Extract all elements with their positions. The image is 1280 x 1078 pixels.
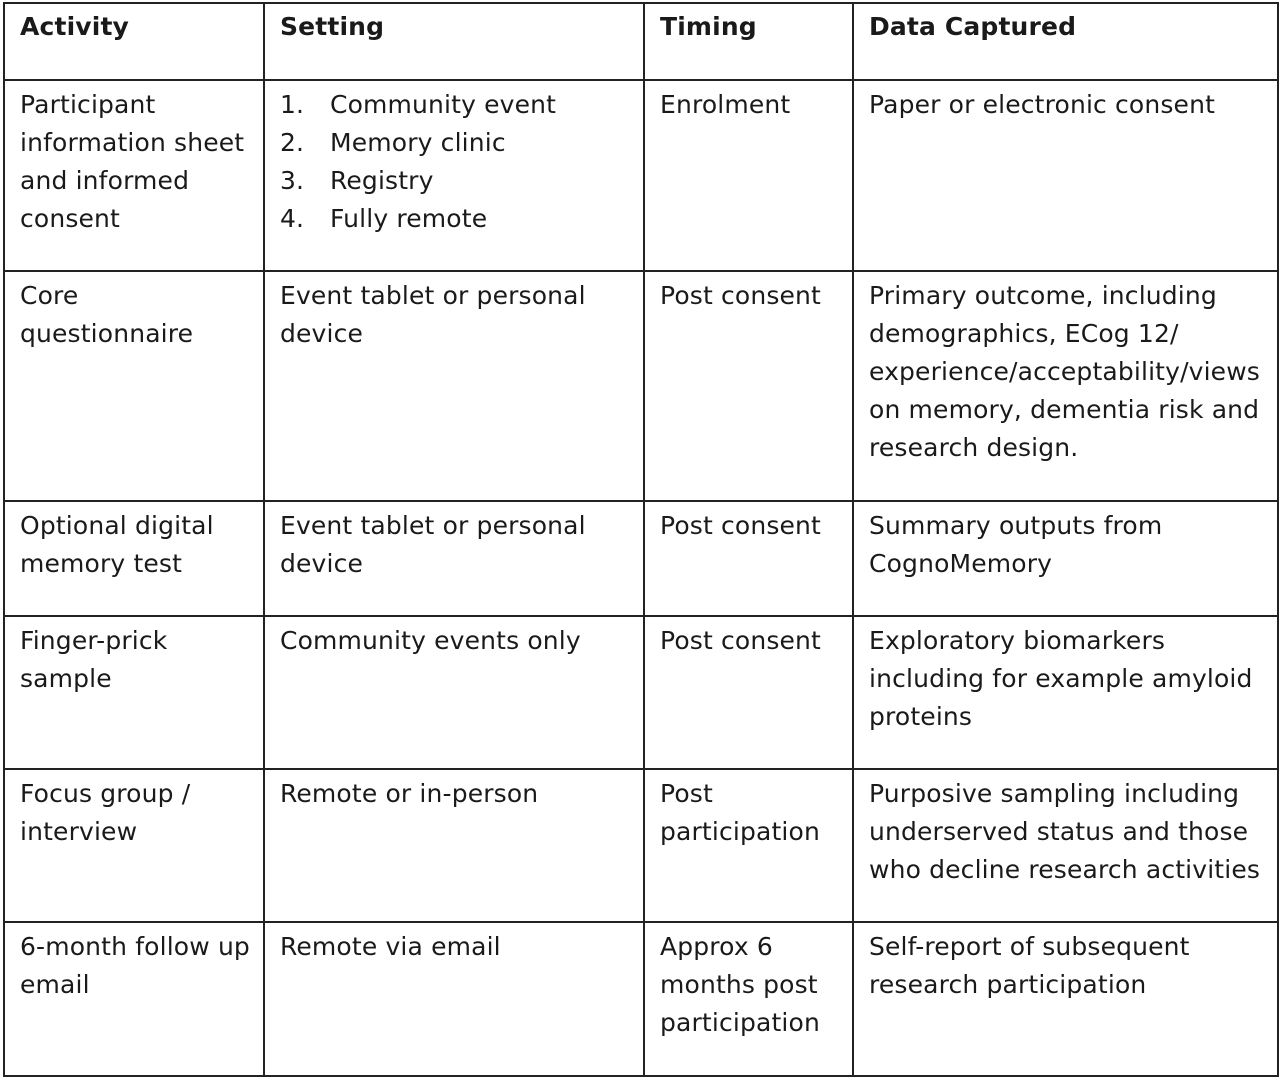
- activity-cell: Focus group / interview: [4, 769, 264, 922]
- header-data-captured: Data Captured: [853, 3, 1278, 80]
- timing-cell: Post consent: [644, 616, 853, 769]
- activity-cell: 6-month follow up email: [4, 922, 264, 1076]
- table-row: [4, 271, 1278, 501]
- timing-cell: Post participation: [644, 769, 853, 922]
- activity-cell: Core questionnaire: [4, 271, 264, 501]
- header-activity: Activity: [4, 3, 264, 80]
- activity-cell: Finger-prick sample: [4, 616, 264, 769]
- timing-cell: Post consent: [644, 501, 853, 616]
- table-header-row: [4, 3, 1278, 80]
- header-timing: Timing: [644, 3, 853, 80]
- list-number: 3.: [280, 166, 305, 195]
- setting-cell: Remote via email: [264, 922, 644, 1076]
- list-text: Memory clinic: [330, 128, 506, 157]
- list-number: 2.: [280, 128, 305, 157]
- list-number: 4.: [280, 204, 305, 233]
- activity-cell: Participant information sheet and informed consent: [4, 80, 264, 271]
- setting-cell: [264, 80, 644, 271]
- activity-cell: Optional digital memory test: [4, 501, 264, 616]
- table-row: [4, 616, 1278, 769]
- data-captured-cell: Self-report of subsequent research participation: [853, 922, 1278, 1076]
- data-captured-cell: Primary outcome, including demographics, ECog 12/ experience/acceptability/views on memory, dementia risk and research design.: [853, 271, 1278, 501]
- list-text: Fully remote: [330, 204, 488, 233]
- timing-cell: Approx 6 months post participation: [644, 922, 853, 1076]
- list-text: Community event: [330, 90, 557, 119]
- list-item: [280, 86, 631, 124]
- list-item: [280, 162, 631, 200]
- list-item: [280, 200, 631, 238]
- study-activities-table: [3, 2, 1279, 1077]
- table-row: [4, 501, 1278, 616]
- setting-options-list: [280, 86, 631, 238]
- setting-cell: Event tablet or personal device: [264, 501, 644, 616]
- list-text: Registry: [330, 166, 434, 195]
- data-captured-cell: Summary outputs from CognoMemory: [853, 501, 1278, 616]
- setting-cell: Community events only: [264, 616, 644, 769]
- timing-cell: Enrolment: [644, 80, 853, 271]
- data-captured-cell: Exploratory biomarkers including for example amyloid proteins: [853, 616, 1278, 769]
- table-row: [4, 922, 1278, 1076]
- list-item: [280, 124, 631, 162]
- list-number: 1.: [280, 90, 305, 119]
- setting-cell: Remote or in-person: [264, 769, 644, 922]
- data-captured-cell: Paper or electronic consent: [853, 80, 1278, 271]
- setting-cell: Event tablet or personal device: [264, 271, 644, 501]
- table-row: [4, 80, 1278, 271]
- header-setting: Setting: [264, 3, 644, 80]
- table-row: [4, 769, 1278, 922]
- data-captured-cell: Purposive sampling including underserved status and those who decline research activities: [853, 769, 1278, 922]
- timing-cell: Post consent: [644, 271, 853, 501]
